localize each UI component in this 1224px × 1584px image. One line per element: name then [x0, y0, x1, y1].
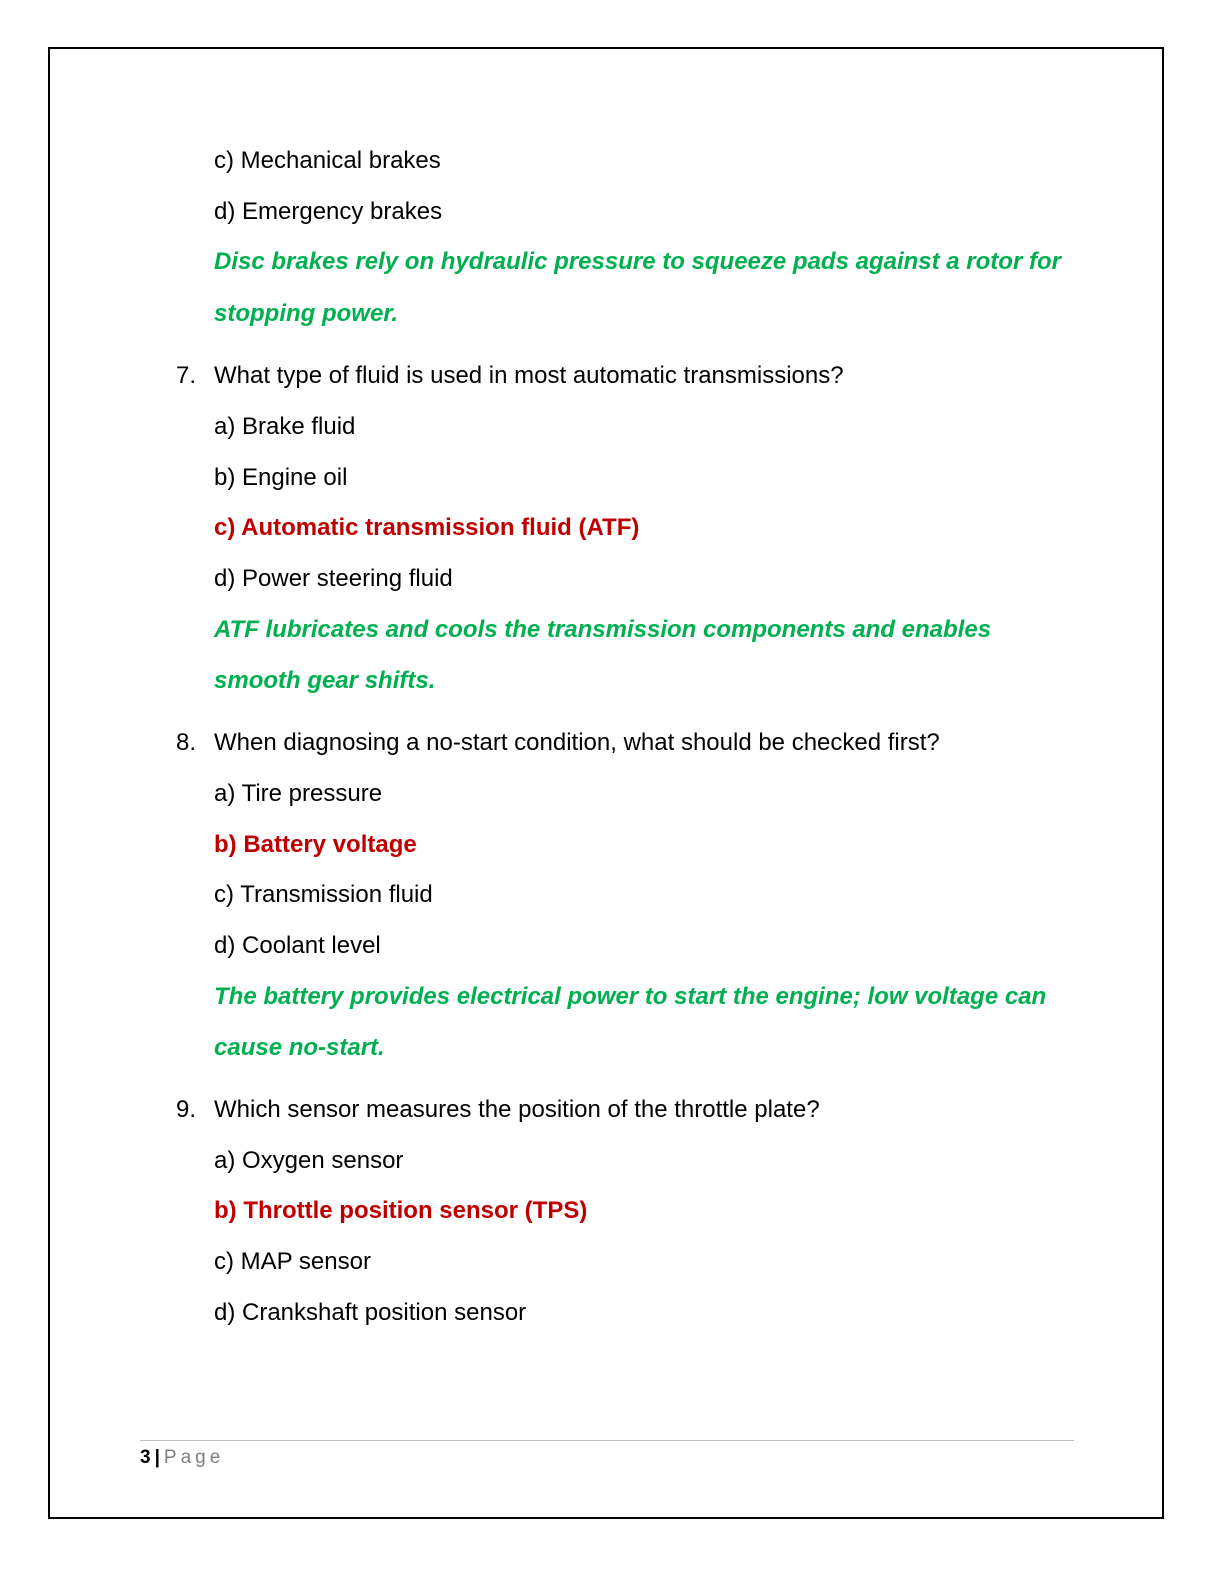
question-7: [176, 361, 844, 391]
page-label: Page: [163, 1447, 225, 1468]
option-c: c) Transmission fluid: [214, 881, 433, 908]
option-d: d) Emergency brakes: [214, 198, 443, 225]
question-number: 7.: [176, 362, 197, 389]
explanation-line: smooth gear shifts.: [214, 667, 436, 694]
explanation-line: The battery provides electrical power to start the engine; low voltage can: [214, 983, 1047, 1010]
correct-answer: c) Automatic transmission fluid (ATF): [214, 514, 640, 541]
option-a: a) Oxygen sensor: [214, 1147, 404, 1174]
explanation-line: stopping power.: [214, 300, 398, 327]
question-number: 9.: [176, 1096, 197, 1123]
footer-separator: |: [154, 1447, 160, 1468]
question-text: What type of fluid is used in most automatic transmissions?: [214, 362, 844, 389]
option-d: d) Coolant level: [214, 932, 381, 959]
correct-answer: b) Battery voltage: [214, 831, 417, 858]
option-d: d) Power steering fluid: [214, 565, 453, 592]
explanation-line: Disc brakes rely on hydraulic pressure to squeeze pads against a rotor for: [214, 248, 1061, 275]
page-number: 3: [140, 1447, 151, 1468]
option-d: d) Crankshaft position sensor: [214, 1299, 527, 1326]
option-c: c) MAP sensor: [214, 1248, 371, 1275]
question-8: [176, 728, 940, 758]
option-a: a) Brake fluid: [214, 413, 356, 440]
footer-divider: [140, 1440, 1074, 1441]
question-9: [176, 1095, 820, 1125]
question-text: Which sensor measures the position of the throttle plate?: [214, 1096, 820, 1123]
option-c: c) Mechanical brakes: [214, 147, 441, 174]
option-b: b) Engine oil: [214, 464, 348, 491]
option-a: a) Tire pressure: [214, 780, 383, 807]
explanation-line: cause no-start.: [214, 1034, 385, 1061]
page-footer: [140, 1446, 224, 1470]
correct-answer: b) Throttle position sensor (TPS): [214, 1197, 588, 1224]
question-text: When diagnosing a no-start condition, what should be checked first?: [214, 729, 940, 756]
explanation-line: ATF lubricates and cools the transmission components and enables: [214, 616, 992, 643]
question-number: 8.: [176, 729, 197, 756]
